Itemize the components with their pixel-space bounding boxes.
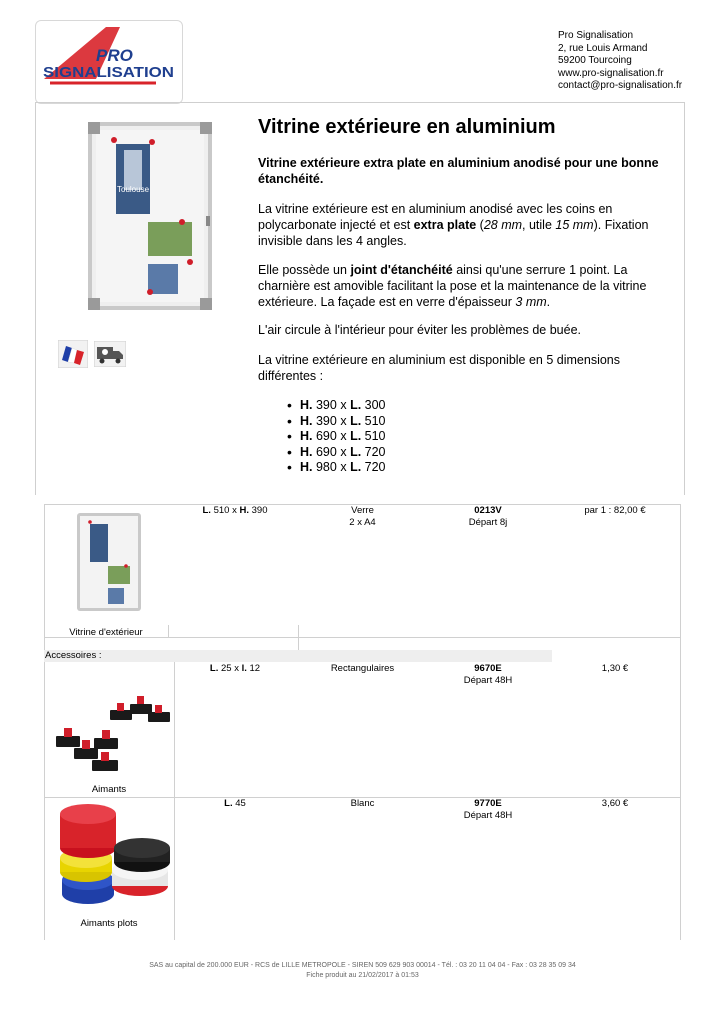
description-paragraph-2 [258, 262, 668, 310]
accessory-delivery: Départ 48H [463, 810, 513, 821]
accessory-price: 3,60 € [601, 798, 629, 809]
row-ref: 0213V [474, 505, 502, 516]
accessory-caption: Aimants plots [80, 918, 138, 929]
row-type-line1: Verre [351, 505, 374, 516]
dimension-item: • H. 690 x L. 510 [286, 429, 386, 445]
company-email[interactable]: contact@pro-signalisation.fr [558, 80, 683, 91]
logo-text-line1: PRO [96, 46, 133, 65]
accessory-type: Blanc [350, 798, 375, 809]
round-magnets-image [56, 800, 174, 912]
description-paragraph-4: La vitrine extérieure en aluminium est disponible en 5 dimensions différentes : [258, 353, 621, 383]
page-footer [0, 961, 725, 980]
product-image [86, 120, 214, 312]
footer-legal: SAS au capital de 200.000 EUR - RCS de LILLE METROPOLE - SIREN 509 629 903 00014 - Tél. : 03 20 11 04 04 - Fax : 03 28 35 09 34 [149, 962, 576, 969]
row-product-image [76, 512, 142, 612]
p1-text-g: ). Fixation invisible dans les 4 angles. [258, 218, 649, 248]
row-price: par 1 : 82,00 € [584, 505, 646, 516]
p2-glass-thickness: 3 mm [515, 295, 547, 309]
row-caption: Vitrine d'extérieur [69, 627, 143, 638]
p1-thickness: 28 mm [483, 218, 523, 232]
magnets-image [52, 690, 174, 778]
p1-usable-depth: 15 mm [555, 218, 594, 232]
p1-text-a: La vitrine extérieure est en aluminium anodisé avec les coins en polycarbonate injecté et est [258, 202, 613, 232]
product-frame-right [684, 102, 685, 495]
dimension-item: • H. 690 x L. 720 [286, 445, 386, 461]
accessory-ref: 9670E [474, 663, 502, 674]
delivery-truck-icon [94, 341, 126, 367]
accessory-reference [428, 798, 548, 822]
p1-extra-plate: extra plate [413, 218, 477, 232]
company-city: 59200 Tourcoing [558, 55, 632, 66]
p1-text-c: ( [476, 218, 484, 232]
accessory-dimensions: L. 25 x l. 12 [209, 663, 261, 674]
p2-text-e: . [546, 295, 551, 309]
company-address: 2, rue Louis Armand [558, 42, 648, 54]
description-paragraph-3: L'air circule à l'intérieur pour éviter les problèmes de buée. [258, 323, 581, 337]
accessory-type: Rectangulaires [330, 663, 395, 674]
company-website[interactable]: www.pro-signalisation.fr [558, 67, 664, 79]
accessory-dimensions: L. 45 [224, 798, 246, 809]
p2-seal: joint d'étanchéité [350, 263, 453, 277]
p2-text-a: Elle possède un [258, 263, 351, 277]
dimension-item: • H. 980 x L. 720 [286, 460, 386, 476]
footer-date: Fiche produit au 21/02/2017 à 01:53 [306, 971, 419, 979]
row-delivery: Départ 8j [468, 517, 508, 528]
row-type-line2: 2 x A4 [349, 517, 376, 528]
p2-text-c: ainsi qu'une serrure 1 point. La charnière est amovible facilitant la pose et la maintenance de la vitrine extérieure. La façade est en verre d'épaisseur [258, 263, 647, 309]
description-paragraph-1 [258, 201, 668, 249]
company-name: Pro Signalisation [558, 30, 634, 41]
accessories-header-bar [44, 650, 552, 662]
accessory-price: 1,30 € [601, 663, 629, 674]
accessory-reference [428, 663, 548, 687]
dimension-item: • H. 390 x L. 300 [286, 398, 386, 414]
dimension-item: • H. 390 x L. 510 [286, 414, 386, 430]
product-subtitle: Vitrine extérieure extra plate en aluminium anodisé pour une bonne étanchéité. [258, 156, 659, 186]
row-reference [428, 505, 548, 529]
poster-text: Toulouse [117, 185, 150, 194]
logo-graphic [36, 21, 182, 103]
accessory-delivery: Départ 48H [463, 675, 513, 686]
france-flag-icon [58, 340, 88, 368]
accessory-ref: 9770E [474, 798, 502, 809]
row-dimensions: L. 510 x H. 390 [202, 505, 268, 516]
company-address-block [558, 30, 682, 93]
p1-text-e: , utile [522, 218, 556, 232]
company-logo [35, 20, 183, 104]
accessories-label: Accessoires : [45, 650, 102, 661]
product-title: Vitrine extérieure en aluminium [258, 116, 556, 138]
dimensions-list [286, 398, 386, 476]
product-frame-left [35, 102, 36, 495]
row-type [300, 505, 425, 529]
logo-text-line2: SIGNALISATION [43, 64, 174, 81]
accessory-caption: Aimants [91, 784, 127, 795]
product-frame-top [35, 102, 685, 103]
